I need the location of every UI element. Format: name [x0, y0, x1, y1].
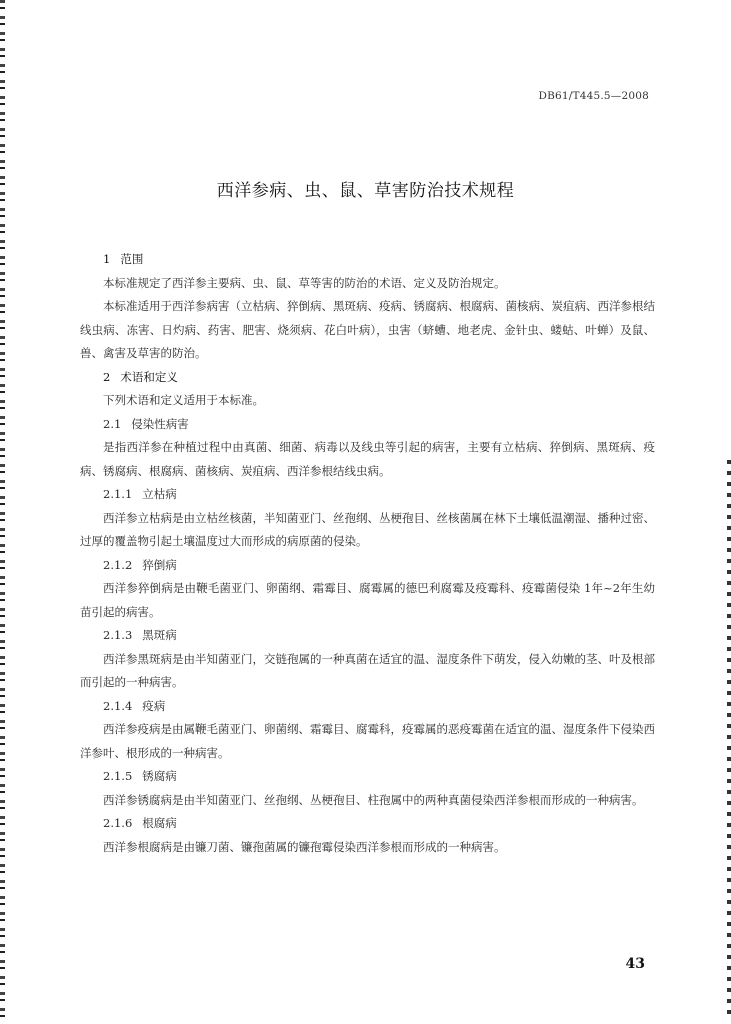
- paragraph: 西洋参锈腐病是由半知菌亚门、丝孢纲、丛梗孢目、柱孢属中的两种真菌侵染西洋参根而形成的一种病害。: [103, 792, 644, 807]
- paragraph: 西洋参立枯病是由立枯丝核菌，半知菌亚门、丝孢纲、丛梗孢目、丝核菌属在林下土壤低温潮湿、播种过密、过厚的覆盖物引起土壤温度过大而形成的病原菌的侵染。: [80, 510, 655, 548]
- section-2-1-5-heading: [80, 765, 655, 789]
- section-title: 侵染性病害: [131, 416, 189, 431]
- section-1-heading: [80, 248, 655, 272]
- section-2-heading: [80, 366, 655, 390]
- section-title: 根腐病: [142, 816, 177, 830]
- paragraph: 是指西洋参在种植过程中由真菌、细菌、病毒以及线虫等引起的病害，主要有立枯病、猝倒病、黑斑病、疫病、锈腐病、根腐病、菌核病、炭疽病、西洋参根结线虫病。: [80, 440, 655, 478]
- section-title: 猝倒病: [142, 557, 177, 572]
- paragraph: 下列术语和定义适用于本标准。: [103, 393, 264, 407]
- page-number: 43: [625, 956, 645, 972]
- page-title: 西洋参病、虫、鼠、草害防治技术规程: [216, 181, 515, 201]
- section-title: 范围: [120, 252, 144, 266]
- section-title: 黑斑病: [142, 628, 177, 642]
- paragraph: 西洋参黑斑病是由半知菌亚门，交链孢属的一种真菌在适宜的温、湿度条件下萌发，侵入幼嫩的茎、叶及根部而引起的一种病害。: [80, 651, 655, 689]
- scan-edge-right: [727, 460, 731, 1020]
- section-number: 1: [103, 252, 111, 266]
- section-number: 2.1.1: [103, 487, 133, 501]
- document-body: [80, 248, 655, 859]
- document-code: DB61/T445.5—2008: [538, 90, 649, 102]
- paragraph: 西洋参猝倒病是由鞭毛菌亚门、卵菌纲、霜霉目、腐霉属的德巴利腐霉及疫霉科、疫霉菌侵染 1年~2年生幼苗引起的病害。: [80, 581, 655, 619]
- section-number: 2.1.2: [103, 557, 133, 572]
- section-title: 疫病: [142, 698, 166, 713]
- paragraph: 西洋参疫病是由属鞭毛菌亚门、卵菌纲、霜霉目、腐霉科，疫霉属的恶疫霉菌在适宜的温、湿度条件下侵染西洋参叶、根形成的一种病害。: [80, 722, 655, 760]
- section-title: 锈腐病: [142, 769, 177, 783]
- section-number: 2.1.5: [103, 769, 133, 783]
- section-2-1-heading: [80, 413, 655, 437]
- paragraph: 本标准规定了西洋参主要病、虫、鼠、草等害的防治的术语、定义及防治规定。: [103, 275, 506, 290]
- section-number: 2.1.3: [103, 628, 133, 642]
- section-2-1-4-heading: [80, 695, 655, 719]
- section-2-1-3-heading: [80, 624, 655, 648]
- section-title: 立枯病: [142, 487, 177, 501]
- scan-edge-left: [0, 0, 5, 1024]
- paragraph: 本标准适用于西洋参病害（立枯病、猝倒病、黑斑病、疫病、锈腐病、根腐病、菌核病、炭疽病、西洋参根结线虫病、冻害、日灼病、药害、肥害、烧须病、花白叶病），虫害（蛴螬、地老虎、金针虫、蝼蛄、叶蝉）及鼠、兽、禽害及草害的防治。: [80, 299, 655, 360]
- section-title: 术语和定义: [120, 369, 178, 384]
- section-2-1-1-heading: [80, 483, 655, 507]
- section-number: 2: [103, 369, 111, 384]
- section-number: 2.1.6: [103, 816, 133, 830]
- section-2-1-2-heading: [80, 554, 655, 578]
- paragraph: 西洋参根腐病是由镰刀菌、镰孢菌属的镰孢霉侵染西洋参根而形成的一种病害。: [103, 839, 506, 854]
- section-2-1-6-heading: [80, 812, 655, 836]
- section-number: 2.1.4: [103, 698, 133, 713]
- section-number: 2.1: [103, 416, 122, 431]
